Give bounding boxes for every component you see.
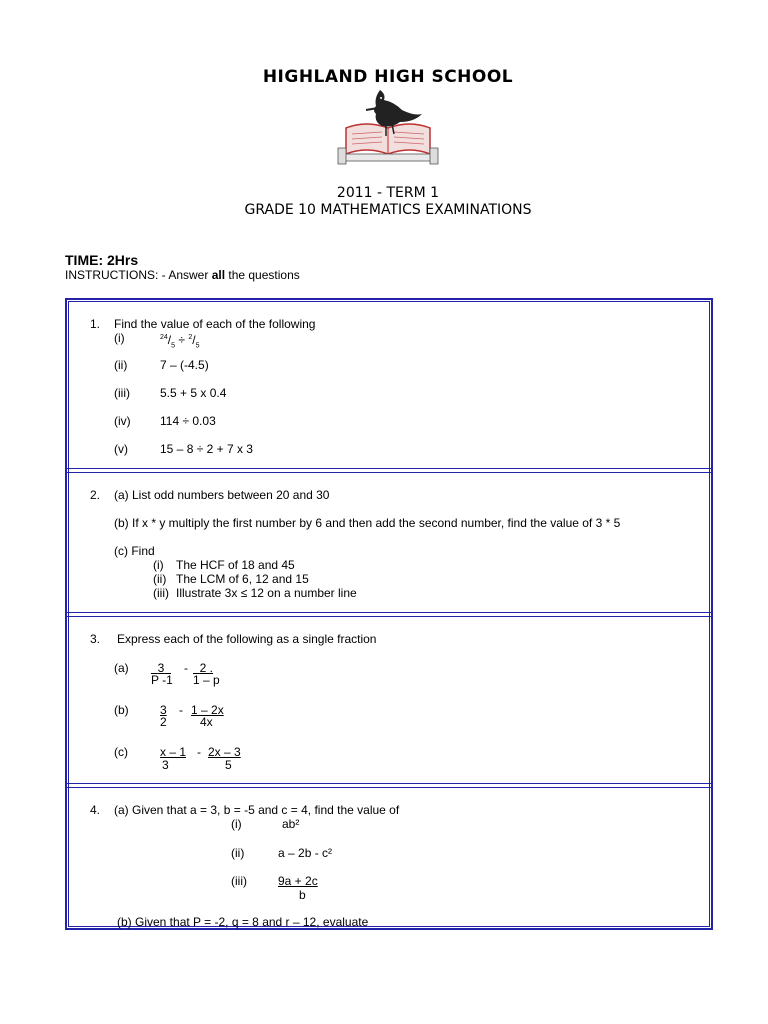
item-label: (iii) [153, 586, 169, 600]
question-part-c: (c) Find [114, 544, 155, 558]
fraction-numerator: 9a + 2c [278, 874, 318, 888]
question-part-a: (a) Given that a = 3, b = -5 and c = 4, find the value of [114, 803, 400, 817]
item-text: The LCM of 6, 12 and 15 [176, 572, 309, 586]
fraction-denominator: b [299, 888, 306, 902]
fraction-denominator: 3 [162, 758, 169, 772]
operator: - [179, 703, 183, 717]
item-label: (iii) [231, 874, 247, 888]
question-part-b: (b) If x * y multiply the first number by 6 and then add the second number, find the value of 3 * 5 [114, 516, 621, 530]
item-expression: 114 ÷ 0.03 [160, 414, 216, 428]
fraction-denominator: 5 [225, 758, 232, 772]
item-label: (i) [153, 558, 164, 572]
school-name: HIGHLAND HIGH SCHOOL [262, 67, 514, 87]
school-crest-logo [336, 88, 440, 170]
item-label: (c) [114, 745, 128, 759]
item-expression: 5.5 + 5 x 0.4 [160, 386, 227, 400]
item-label: (ii) [153, 572, 167, 586]
item-text: The HCF of 18 and 45 [176, 558, 295, 572]
fraction-numerator: 3 [160, 703, 167, 717]
item-label: (i) [114, 331, 125, 345]
fraction-numerator: 2x – 3 [208, 745, 241, 759]
question-part-a: (a) List odd numbers between 20 and 30 [114, 488, 330, 502]
item-label: (v) [114, 442, 128, 456]
divider [67, 783, 711, 788]
item-label: (b) [114, 703, 129, 717]
item-label: (ii) [114, 358, 128, 372]
fraction-denominator: 1 – p [193, 673, 220, 687]
question-stem: Express each of the following as a single fraction [117, 632, 377, 646]
exam-time: TIME: 2Hrs [65, 252, 139, 268]
item-label: (iii) [114, 386, 130, 400]
instructions: INSTRUCTIONS: - Answer all the questions [65, 268, 300, 282]
item-expression: $^{24}/_5 \div ^2/_5$ [160, 333, 200, 350]
divider [67, 468, 711, 473]
item-expression: ab² [282, 817, 300, 831]
fraction-numerator: 3 [157, 661, 165, 675]
divider [67, 612, 711, 617]
item-label: (i) [231, 817, 242, 831]
item-expression: 15 – 8 ÷ 2 + 7 x 3 [160, 442, 253, 456]
fraction-numerator: 1 – 2x [191, 703, 224, 717]
operator: - [184, 661, 188, 675]
fraction-denominator: P -1 [151, 673, 173, 687]
question-number: 2. [90, 488, 101, 502]
item-label: (iv) [114, 414, 131, 428]
operator: - [197, 745, 201, 759]
fraction-denominator: 2 [160, 715, 167, 729]
fraction-numerator: 2 . [199, 661, 214, 675]
question-stem: Find the value of each of the following [114, 317, 316, 331]
item-expression: a – 2b - c² [278, 846, 333, 860]
exam-term: 2011 - TERM 1 [336, 185, 440, 201]
question-part-b: (b) Given that P = -2, q = 8 and r – 12, evaluate [117, 915, 369, 929]
exam-title: GRADE 10 MATHEMATICS EXAMINATIONS [244, 202, 532, 218]
fraction-numerator: x – 1 [160, 745, 187, 759]
question-number: 4. [90, 803, 101, 817]
question-number: 1. [90, 317, 101, 331]
item-label: (ii) [231, 846, 245, 860]
item-expression: 7 – (-4.5) [160, 358, 209, 372]
item-label: (a) [114, 661, 129, 675]
question-number: 3. [90, 632, 101, 646]
item-text: Illustrate 3x ≤ 12 on a number line [176, 586, 357, 600]
fraction-denominator: 4x [200, 715, 213, 729]
